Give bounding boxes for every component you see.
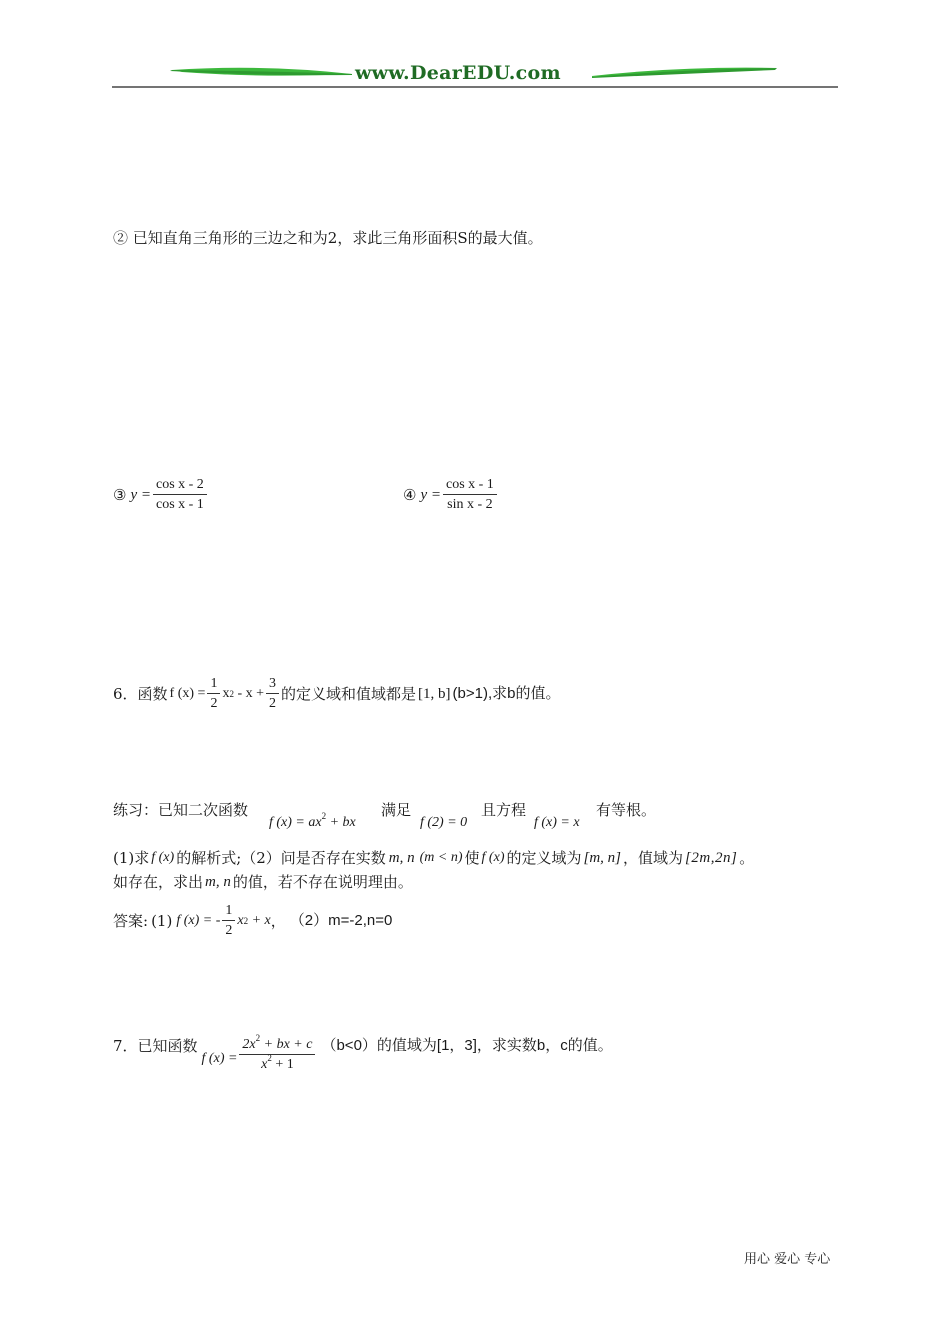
practice-mn-2: m, n bbox=[205, 874, 231, 890]
q6-frac1-num: 1 bbox=[207, 675, 220, 694]
q7-num-sq: 2 bbox=[255, 1033, 261, 1043]
answer-fraction bbox=[222, 902, 235, 939]
answer-part-2: （2）m=-2,n=0 bbox=[289, 911, 393, 929]
q7-numerator bbox=[239, 1033, 315, 1055]
practice-satisfies: 满足 bbox=[381, 801, 412, 819]
answer-frac-num: 1 bbox=[222, 902, 235, 921]
problem-3 bbox=[113, 476, 209, 513]
problem-3-label: ③ bbox=[113, 485, 127, 504]
answer-line: 答案: (1) f (x) = - $\frac{1}{2}$ x 2 + x ， （2）m=-2,n=0 bbox=[113, 903, 393, 938]
problem-4-numerator: cos x - 1 bbox=[443, 476, 497, 495]
practice-fx-def-right: + bx bbox=[326, 815, 356, 830]
practice-domain-text: 的定义域为 bbox=[506, 849, 582, 867]
practice-make: 使 bbox=[464, 849, 480, 867]
problem-4-denominator: sin x - 2 bbox=[447, 497, 493, 512]
answer-frac-den: 2 bbox=[225, 923, 233, 938]
q6-frac1-den: 2 bbox=[210, 696, 218, 711]
q7-fx: f (x) = bbox=[201, 1051, 238, 1066]
site-logo-text: www.DearEDU.com bbox=[355, 62, 561, 84]
problem-4-fraction bbox=[443, 476, 497, 513]
practice-line-3 bbox=[113, 872, 413, 892]
answer-separator: ， bbox=[270, 911, 286, 930]
practice-and-eq: 且方程 bbox=[481, 801, 527, 819]
q6-minus: - x + bbox=[233, 685, 264, 701]
q6-fraction-2 bbox=[266, 675, 279, 712]
practice-period: 。 bbox=[739, 849, 755, 867]
q7-prefix: 7．已知函数 bbox=[113, 1037, 198, 1055]
question-7 bbox=[113, 1033, 613, 1073]
answer-label: 答案: bbox=[113, 911, 149, 930]
header-banner bbox=[112, 58, 838, 90]
q7-denominator bbox=[258, 1055, 297, 1073]
q6-frac2-num: 3 bbox=[266, 675, 279, 694]
practice-q1-fx: f (x) bbox=[151, 850, 175, 865]
problem-3-fraction bbox=[153, 476, 207, 513]
q7-den-sq: 2 bbox=[267, 1053, 272, 1063]
q6-text-2: (b>1),求b的值。 bbox=[452, 684, 561, 702]
answer-x: x bbox=[237, 912, 244, 928]
footer-slogan: 用心 爱心 专心 bbox=[744, 1252, 831, 1267]
answer-part-1: (1) bbox=[151, 911, 173, 930]
problem-4 bbox=[403, 476, 499, 513]
practice-eq: f (x) = x bbox=[534, 815, 580, 830]
question-6: 6．函数 f (x) = $\frac{1}{2}$ x 2 - x + $\frac{3}{2}$ 的定义域和值域都是 [1, b] (b>1),求b的值。 bbox=[113, 676, 561, 711]
practice-domain: [m, n] bbox=[583, 850, 622, 866]
practice-mn: m, n bbox=[388, 850, 415, 866]
practice-fx-def-left: f (x) = ax bbox=[269, 815, 322, 830]
q7-den-a: x bbox=[261, 1057, 268, 1072]
q7-fraction bbox=[239, 1033, 315, 1073]
practice-range: [2m,2n] bbox=[685, 850, 738, 866]
q6-fraction-1 bbox=[207, 675, 220, 712]
practice-line-2 bbox=[113, 848, 754, 868]
answer-fx: f (x) = - bbox=[176, 912, 221, 928]
q6-fx: f (x) = bbox=[169, 685, 206, 701]
problem-4-label: ④ bbox=[403, 485, 417, 504]
q7-den-b: + 1 bbox=[271, 1057, 294, 1072]
q6-frac2-den: 2 bbox=[269, 696, 276, 711]
practice-else: 的值，若不存在说明理由。 bbox=[232, 873, 413, 891]
problem-3-numerator: cos x - 2 bbox=[153, 476, 207, 495]
q7-text: （b<0）的值域为[1，3]，求实数b，c的值。 bbox=[321, 1037, 613, 1054]
problem-2-text: ② 已知直角三角形的三边之和为2，求此三角形面积S的最大值。 bbox=[113, 229, 543, 247]
problem-3-denominator: cos x - 1 bbox=[155, 497, 204, 512]
practice-cond: (m < n) bbox=[419, 850, 463, 865]
q6-interval: [1, b] bbox=[418, 685, 451, 702]
practice-fx-def bbox=[269, 813, 356, 833]
answer-tail: + x bbox=[248, 912, 271, 928]
practice-q1: (1)求 bbox=[113, 849, 150, 867]
practice-equal-roots: 有等根。 bbox=[596, 801, 657, 819]
problem-4-lhs: y = bbox=[420, 486, 441, 503]
practice-fx-sq: 2 bbox=[321, 811, 327, 821]
q6-prefix: 6．函数 bbox=[113, 684, 168, 703]
q6-x: x bbox=[222, 685, 230, 701]
practice-f2: f (2) = 0 bbox=[420, 815, 468, 830]
practice-range-text: ，值域为 bbox=[623, 849, 684, 867]
q7-num-b: + bx + c bbox=[260, 1037, 313, 1052]
practice-if-exists: 如存在，求出 bbox=[113, 873, 204, 891]
practice-fx-2: f (x) bbox=[481, 850, 505, 865]
q7-num-a: 2x bbox=[242, 1037, 256, 1052]
practice-intro: 练习：已知二次函数 bbox=[113, 801, 249, 819]
problem-3-lhs: y = bbox=[130, 486, 151, 503]
practice-q2: 的解析式;（2）问是否存在实数 bbox=[176, 849, 386, 867]
q6-text-1: 的定义域和值域都是 bbox=[281, 684, 417, 703]
